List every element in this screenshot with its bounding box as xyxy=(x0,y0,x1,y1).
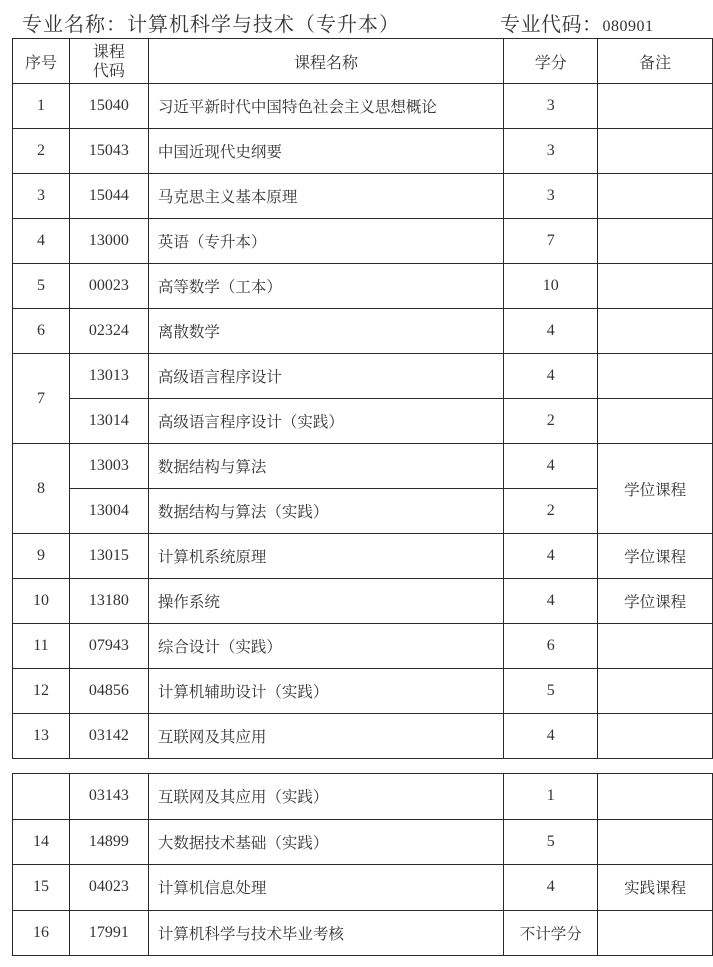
cell-no: 6 xyxy=(13,309,70,354)
cell-note xyxy=(598,219,713,264)
cell-no: 12 xyxy=(13,669,70,714)
cell-credit: 3 xyxy=(504,129,598,174)
table-row xyxy=(13,624,713,669)
cell-code: 15040 xyxy=(69,84,148,129)
cell-credit: 4 xyxy=(504,444,598,489)
table-row xyxy=(13,399,713,444)
cell-no xyxy=(13,774,70,820)
cell-note: 学位课程 xyxy=(598,444,713,534)
cell-note xyxy=(598,774,713,820)
cell-no: 7 xyxy=(13,354,70,444)
cell-name: 互联网及其应用 xyxy=(148,714,503,759)
cell-code: 13004 xyxy=(69,489,148,534)
col-header-credit: 学分 xyxy=(504,39,598,84)
cell-code: 04023 xyxy=(69,865,148,911)
cell-name: 操作系统 xyxy=(148,579,503,624)
cell-credit: 4 xyxy=(504,534,598,579)
cell-code: 03142 xyxy=(69,714,148,759)
cell-no: 8 xyxy=(13,444,70,534)
cell-code: 17991 xyxy=(69,910,148,956)
cell-code: 15044 xyxy=(69,174,148,219)
cell-note: 学位课程 xyxy=(598,534,713,579)
cell-code: 13013 xyxy=(69,354,148,399)
cell-name: 马克思主义基本原理 xyxy=(148,174,503,219)
cell-code: 02324 xyxy=(69,309,148,354)
cell-code: 13000 xyxy=(69,219,148,264)
table-row xyxy=(13,354,713,399)
table-row xyxy=(13,714,713,759)
cell-name: 高等数学（工本） xyxy=(148,264,503,309)
cell-name: 高级语言程序设计 xyxy=(148,354,503,399)
table-row xyxy=(13,444,713,489)
table-row xyxy=(13,174,713,219)
cell-code: 03143 xyxy=(69,774,148,820)
table-row xyxy=(13,264,713,309)
cell-credit: 3 xyxy=(504,84,598,129)
cell-no: 2 xyxy=(13,129,70,174)
cell-code: 00023 xyxy=(69,264,148,309)
cell-code: 07943 xyxy=(69,624,148,669)
col-header-name: 课程名称 xyxy=(148,39,503,84)
cell-note xyxy=(598,84,713,129)
cell-code: 15043 xyxy=(69,129,148,174)
table-row xyxy=(13,910,713,956)
cell-note xyxy=(598,669,713,714)
cell-name: 中国近现代史纲要 xyxy=(148,129,503,174)
cell-name: 综合设计（实践） xyxy=(148,624,503,669)
cell-no: 10 xyxy=(13,579,70,624)
table-row xyxy=(13,534,713,579)
cell-credit: 4 xyxy=(504,714,598,759)
cell-note xyxy=(598,129,713,174)
cell-code: 13180 xyxy=(69,579,148,624)
cell-credit: 4 xyxy=(504,579,598,624)
cell-no: 16 xyxy=(13,910,70,956)
course-table xyxy=(12,38,713,759)
major-code xyxy=(500,8,654,37)
cell-note xyxy=(598,819,713,865)
cell-credit: 2 xyxy=(504,489,598,534)
cell-name: 习近平新时代中国特色社会主义思想概论 xyxy=(148,84,503,129)
table-row xyxy=(13,219,713,264)
cell-note xyxy=(598,174,713,219)
table-header xyxy=(13,39,713,84)
cell-no: 4 xyxy=(13,219,70,264)
course-table-continued xyxy=(12,773,713,956)
major-name xyxy=(22,8,400,37)
major-code-value: 080901 xyxy=(602,18,654,35)
cell-note xyxy=(598,354,713,399)
major-name-label: 专业名称： xyxy=(22,12,127,36)
cell-credit: 2 xyxy=(504,399,598,444)
major-name-value: 计算机科学与技术（专升本） xyxy=(127,12,400,36)
cell-note xyxy=(598,714,713,759)
cell-credit: 不计学分 xyxy=(504,910,598,956)
cell-name: 计算机辅助设计（实践） xyxy=(148,669,503,714)
cell-code: 13015 xyxy=(69,534,148,579)
cell-credit: 6 xyxy=(504,624,598,669)
cell-credit: 4 xyxy=(504,309,598,354)
cell-note: 学位课程 xyxy=(598,579,713,624)
table-row xyxy=(13,129,713,174)
cell-credit: 5 xyxy=(504,669,598,714)
cell-code: 13003 xyxy=(69,444,148,489)
cell-name: 高级语言程序设计（实践） xyxy=(148,399,503,444)
table-row xyxy=(13,669,713,714)
col-header-no: 序号 xyxy=(13,39,70,84)
cell-note xyxy=(598,399,713,444)
cell-name: 计算机科学与技术毕业考核 xyxy=(148,910,503,956)
cell-note: 实践课程 xyxy=(598,865,713,911)
cell-credit: 1 xyxy=(504,774,598,820)
cell-no: 14 xyxy=(13,819,70,865)
cell-no: 9 xyxy=(13,534,70,579)
cell-code: 14899 xyxy=(69,819,148,865)
col-header-note: 备注 xyxy=(598,39,713,84)
cell-no: 5 xyxy=(13,264,70,309)
major-code-label: 专业代码： xyxy=(500,12,603,36)
cell-credit: 5 xyxy=(504,819,598,865)
cell-note xyxy=(598,910,713,956)
cell-no: 11 xyxy=(13,624,70,669)
cell-name: 计算机系统原理 xyxy=(148,534,503,579)
cell-credit: 10 xyxy=(504,264,598,309)
col-header-code-line1: 课程 xyxy=(92,42,125,61)
table-row xyxy=(13,309,713,354)
table-row xyxy=(13,84,713,129)
cell-name: 数据结构与算法 xyxy=(148,444,503,489)
col-header-code xyxy=(69,39,148,84)
cell-name: 英语（专升本） xyxy=(148,219,503,264)
cell-credit: 7 xyxy=(504,219,598,264)
cell-note xyxy=(598,309,713,354)
cell-name: 数据结构与算法（实践） xyxy=(148,489,503,534)
cell-no: 13 xyxy=(13,714,70,759)
cell-note xyxy=(598,264,713,309)
table-row xyxy=(13,774,713,820)
cell-credit: 3 xyxy=(504,174,598,219)
cell-credit: 4 xyxy=(504,354,598,399)
table-row xyxy=(13,865,713,911)
col-header-code-line2: 代码 xyxy=(92,61,125,80)
cell-name: 计算机信息处理 xyxy=(148,865,503,911)
cell-name: 互联网及其应用（实践） xyxy=(148,774,503,820)
cell-no: 15 xyxy=(13,865,70,911)
table-row xyxy=(13,819,713,865)
cell-name: 大数据技术基础（实践） xyxy=(148,819,503,865)
cell-credit: 4 xyxy=(504,865,598,911)
cell-name: 离散数学 xyxy=(148,309,503,354)
cell-code: 04856 xyxy=(69,669,148,714)
cell-no: 1 xyxy=(13,84,70,129)
cell-code: 13014 xyxy=(69,399,148,444)
cell-note xyxy=(598,624,713,669)
document-title xyxy=(22,8,702,36)
table-row xyxy=(13,579,713,624)
cell-no: 3 xyxy=(13,174,70,219)
